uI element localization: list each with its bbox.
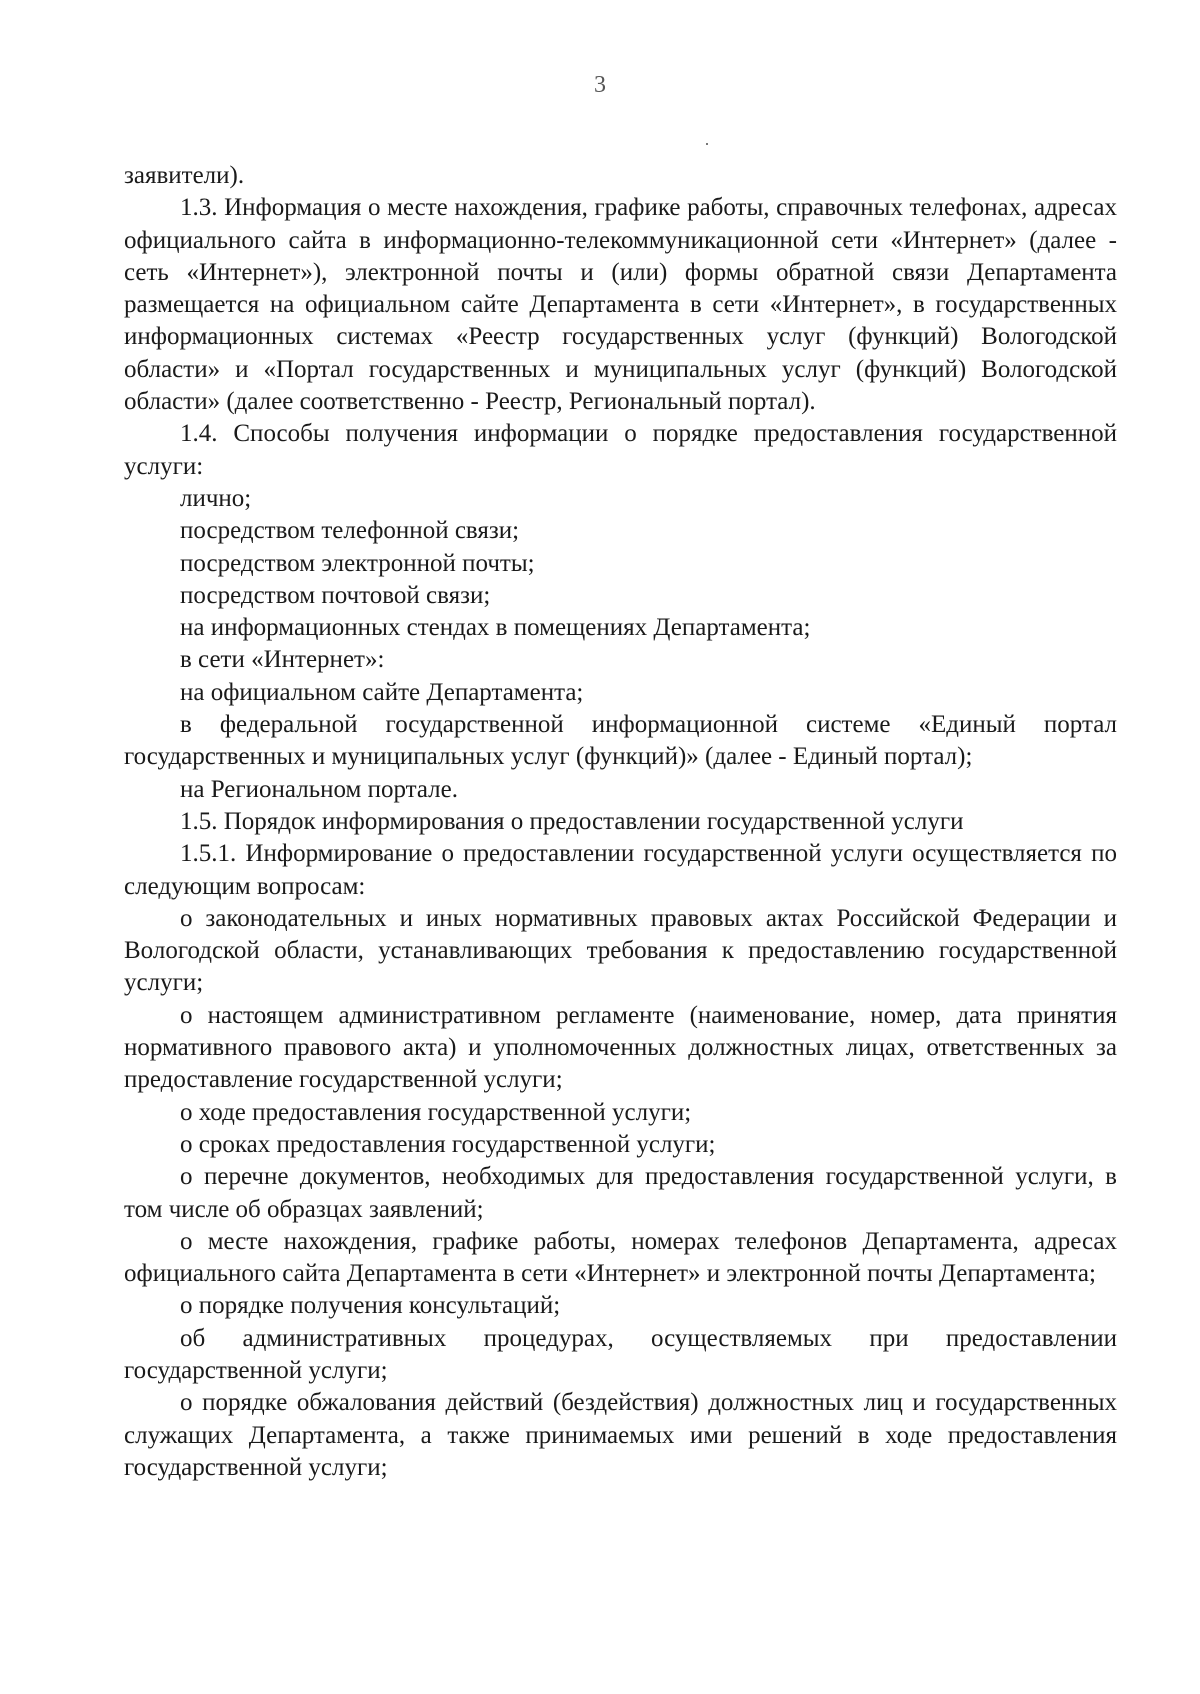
list-item: о настоящем административном регламенте (наименование, номер, дата принятия нормативного правового акта) и уполномоченных должностных лицах, ответственных за предоставление государственной услуги; <box>124 1001 1117 1094</box>
paragraph-1-5: 1.5. Порядок информирования о предоставлении государственной услуги <box>180 807 964 835</box>
document-body <box>124 160 1117 1484</box>
list-item: о перечне документов, необходимых для предоставления государственной услуги, в том числе об образцах заявлений; <box>124 1163 1117 1223</box>
list-item: посредством телефонной связи; <box>180 517 520 545</box>
list-item: о порядке получения консультаций; <box>180 1292 561 1320</box>
list-item: посредством электронной почты; <box>180 549 535 577</box>
list-item: о ходе предоставления государственной услуги; <box>180 1098 692 1126</box>
list-item: о месте нахождения, графике работы, номерах телефонов Департамента, адресах официального сайта Департамента в сети «Интернет» и электронной почты Департамента; <box>124 1227 1117 1288</box>
list-item: в федеральной государственной информационной системе «Единый портал государственных и муниципальных услуг (функций)» (далее - Единый портал); <box>124 711 1117 771</box>
list-item: в сети «Интернет»: <box>180 646 385 674</box>
list-item: на Региональном портале. <box>180 775 458 803</box>
scan-speck <box>706 143 708 145</box>
list-item: лично; <box>180 484 252 512</box>
page-number: 3 <box>594 72 606 98</box>
list-item: о сроках предоставления государственной услуги; <box>180 1130 716 1158</box>
list-item: на информационных стендах в помещениях Департамента; <box>180 614 811 642</box>
paragraph-1-3: 1.3. Информация о месте нахождения, графике работы, справочных телефонах, адресах официального сайта в информационно-телекоммуникационной сети «Интернет» (далее - сеть «Интернет»), электронной почты и (или) формы обратной связи Департамента размещается на официальном сайте Департамента в сети «Интернет», в государственных информационных системах «Реестр государственных услуг (функций) Вологодской области» и «Портал государственных и муниципальных услуг (функций) Вологодской области» (далее соответственно - Реестр, Региональный портал). <box>124 194 1117 416</box>
list-item: о законодательных и иных нормативных правовых актах Российской Федерации и Вологодской области, устанавливающих требования к предоставлению государственной услуги; <box>124 904 1117 997</box>
paragraph-1-4: 1.4. Способы получения информации о порядке предоставления государственной услуги: <box>124 420 1117 480</box>
paragraph-continuation: заявители). <box>124 162 245 189</box>
list-item: об административных процедурах, осуществляемых при предоставлении государственной услуги; <box>124 1324 1117 1384</box>
list-item: о порядке обжалования действий (бездействия) должностных лиц и государственных служащих Департамента, а также принимаемых ими решений в ходе предоставления государственной услуги; <box>124 1389 1117 1481</box>
paragraph-1-5-1: 1.5.1. Информирование о предоставлении государственной услуги осуществляется по следующим вопросам: <box>124 840 1117 900</box>
list-item: посредством почтовой связи; <box>180 581 491 609</box>
list-item: на официальном сайте Департамента; <box>180 678 584 706</box>
